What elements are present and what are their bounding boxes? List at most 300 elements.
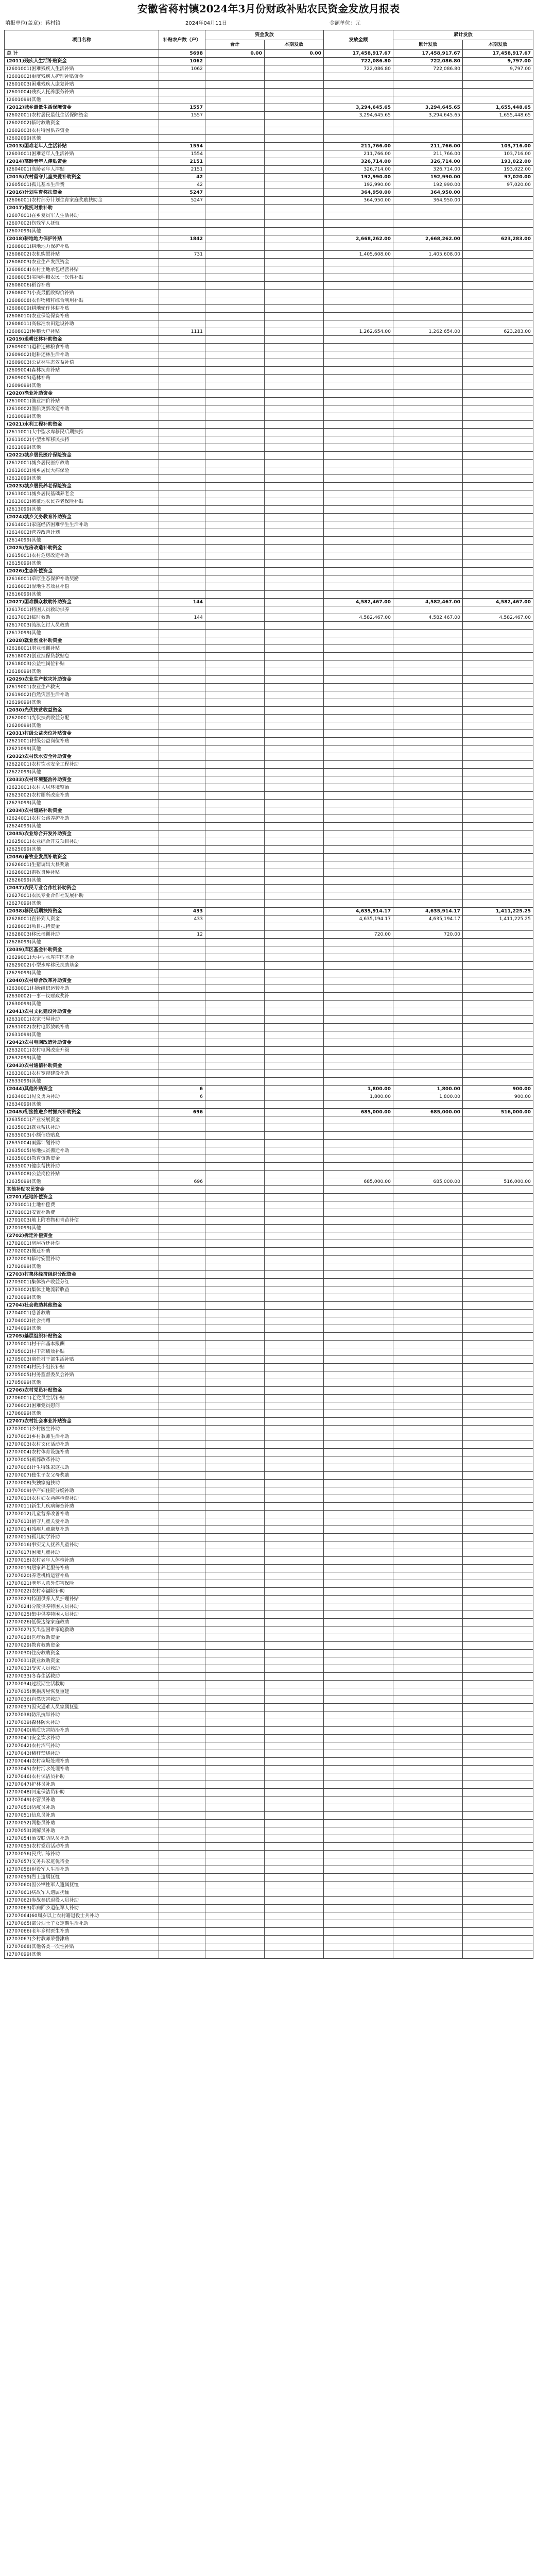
table-row [5,1317,533,1325]
row-month-issued [463,382,533,390]
row-cash: 192,990.00 [324,181,393,189]
row-total [205,212,265,220]
row-households [159,1681,205,1688]
row-name: (2635007)健康帮扶补助 [5,1163,159,1171]
row-total [205,1078,265,1086]
row-name: (2611099)其他 [5,444,159,452]
row-annual [393,73,463,81]
table-row [5,645,533,653]
row-total [205,1024,265,1031]
row-cash [324,467,393,475]
row-cash [324,1619,393,1626]
row-households [159,498,205,506]
row-total [205,1750,265,1758]
row-cash [324,823,393,831]
row-name: (2035)农业综合开发补助资金 [5,831,159,838]
table-row [5,166,533,174]
table-row [5,351,533,359]
table-row [5,73,533,81]
row-annual [393,1487,463,1495]
row-name: (2707047)护林员补助 [5,1781,159,1789]
row-month-issued: 1,655,448.65 [463,104,533,112]
row-total [205,1039,265,1047]
row-month-issued [463,413,533,421]
row-month [265,81,324,89]
row-name: (2707008)失独家庭扶助 [5,1480,159,1487]
row-total [205,1557,265,1565]
row-cash [324,81,393,89]
row-households [159,838,205,846]
table-row [5,328,533,336]
row-month-issued [463,738,533,745]
row-annual [393,429,463,436]
row-annual [393,1835,463,1843]
row-name: (2608007)小麦最低收购价补贴 [5,290,159,297]
row-name: (2608011)高标准农田建设补助 [5,320,159,328]
row-total [205,970,265,977]
row-annual [393,1665,463,1673]
row-month [265,854,324,861]
row-month-issued [463,73,533,81]
table-row [5,1843,533,1851]
row-cash [324,1418,393,1426]
row-month-issued [463,1271,533,1279]
row-total [205,1155,265,1163]
row-annual [393,1642,463,1650]
row-households: 12 [159,931,205,939]
row-name: (2707054)治安联防队员补助 [5,1835,159,1843]
table-row [5,498,533,506]
row-month [265,1719,324,1727]
row-name: (2706001)老党员生活补贴 [5,1395,159,1402]
row-annual [393,1364,463,1371]
row-month [265,1781,324,1789]
table-row [5,1611,533,1619]
row-annual [393,1711,463,1719]
row-total [205,127,265,135]
row-name: (2036)畜牧业发展补助资金 [5,854,159,861]
row-name: (2043)农村通信补助资金 [5,1062,159,1070]
row-households [159,220,205,228]
row-month-issued [463,1704,533,1711]
table-row [5,568,533,575]
row-cash [324,1171,393,1178]
table-row [5,1580,533,1588]
row-annual [393,460,463,467]
row-households [159,228,205,235]
row-annual [393,266,463,274]
row-name: (2611002)小型水库移民扶持 [5,436,159,444]
table-row [5,599,533,606]
row-cash [324,1341,393,1348]
row-total [205,1302,265,1310]
row-month [265,1905,324,1912]
row-annual [393,1673,463,1681]
row-month [265,282,324,290]
table-row [5,1650,533,1657]
row-month-issued [463,575,533,583]
row-annual [393,1480,463,1487]
row-total [205,1232,265,1240]
row-month [265,892,324,900]
row-households [159,1943,205,1951]
row-households [159,1379,205,1387]
row-month-issued [463,730,533,738]
row-cash [324,1789,393,1797]
row-name: (2707016)事实无人抚养儿童补助 [5,1541,159,1549]
table-row [5,1225,533,1232]
row-name: (2626099)其他 [5,877,159,885]
row-month [265,1541,324,1549]
row-total [205,521,265,529]
row-cash: 211,766.00 [324,143,393,150]
row-households [159,1696,205,1704]
row-month [265,1093,324,1101]
row-cash [324,390,393,398]
table-row [5,1619,533,1626]
row-cash [324,815,393,823]
table-row [5,761,533,769]
table-row [5,1766,533,1773]
row-annual [393,715,463,722]
row-total [205,854,265,861]
row-cash [324,993,393,1001]
row-total [205,1008,265,1016]
row-month [265,1634,324,1642]
row-month [265,1920,324,1928]
row-month [265,344,324,351]
row-name: (2703099)其他 [5,1294,159,1302]
row-total [205,784,265,792]
row-month-issued [463,1047,533,1055]
row-total [205,1147,265,1155]
row-cash [324,1874,393,1882]
row-cash [324,452,393,460]
row-annual [393,1047,463,1055]
row-annual [393,591,463,599]
row-total [205,939,265,946]
row-cash [324,784,393,792]
row-month [265,1820,324,1827]
row-total [205,715,265,722]
row-cash [324,1279,393,1286]
table-row [5,985,533,993]
table-row [5,1557,533,1565]
row-annual: 4,635,194.17 [393,916,463,923]
row-month-issued: 623,283.00 [463,235,533,243]
table-row [5,220,533,228]
row-annual [393,1565,463,1572]
row-households [159,985,205,993]
row-total [205,1882,265,1889]
row-annual [393,1402,463,1410]
row-total [205,1093,265,1101]
row-month [265,1750,324,1758]
row-month [265,1341,324,1348]
row-month-issued [463,900,533,908]
row-annual [393,1155,463,1163]
row-name: (2707043)秸秆禁烧补助 [5,1750,159,1758]
row-annual [393,135,463,143]
row-annual [393,939,463,946]
row-cash [324,297,393,305]
row-name: (2608012)种粮大户补贴 [5,328,159,336]
row-month [265,1225,324,1232]
row-month [265,73,324,81]
table-row [5,1093,533,1101]
row-name: (2707036)自然灾害救助 [5,1696,159,1704]
row-month [265,483,324,490]
row-name: 总 计 [5,50,159,58]
row-total [205,575,265,583]
row-annual [393,637,463,645]
table-row [5,606,533,614]
row-cash [324,1240,393,1248]
row-households [159,1294,205,1302]
row-month [265,135,324,143]
row-month [265,1518,324,1526]
row-cash [324,575,393,583]
row-month-issued [463,1379,533,1387]
row-month [265,537,324,545]
row-total [205,328,265,336]
row-cash [324,1673,393,1681]
row-name: (2635099)其他 [5,1178,159,1186]
row-name: (2617001)特困人员救助供养 [5,606,159,614]
row-month-issued [463,228,533,235]
row-cash: 4,635,914.17 [324,908,393,916]
row-annual [393,1116,463,1124]
row-total [205,568,265,575]
row-name: (2707045)农村污水处理补助 [5,1766,159,1773]
table-row [5,715,533,722]
row-cash [324,1526,393,1534]
row-name: (2706002)困难党员慰问 [5,1402,159,1410]
subsidy-table [4,30,533,1959]
row-month [265,831,324,838]
row-cash [324,1310,393,1317]
table-row [5,962,533,970]
row-total [205,861,265,869]
row-total [205,174,265,181]
row-cash [324,1773,393,1781]
table-row [5,916,533,923]
row-cash [324,977,393,985]
table-row [5,699,533,707]
row-total [205,143,265,150]
table-row [5,1936,533,1943]
row-name: (2707031)就业救助资金 [5,1657,159,1665]
row-households [159,1572,205,1580]
row-name: (2616002)湿地生态效益补偿 [5,583,159,591]
row-month-issued [463,1016,533,1024]
row-total [205,1634,265,1642]
row-name: (2707014)残疾儿童康复补助 [5,1526,159,1534]
table-row [5,1271,533,1279]
row-month [265,1789,324,1797]
row-month [265,730,324,738]
row-total [205,954,265,962]
row-households [159,1449,205,1456]
row-month-issued: 1,411,225.25 [463,908,533,916]
table-row [5,174,533,181]
row-annual [393,730,463,738]
row-cash [324,745,393,753]
row-name: (2602099)其他 [5,135,159,143]
row-total [205,684,265,691]
row-total [205,1001,265,1008]
row-cash [324,1317,393,1325]
row-annual [393,1936,463,1943]
row-cash [324,1348,393,1356]
row-total [205,676,265,684]
row-households [159,1472,205,1480]
row-cash [324,900,393,908]
row-annual [393,382,463,390]
row-month [265,1464,324,1472]
header-annual: 累计发放 [393,40,463,50]
table-row [5,1626,533,1634]
row-households [159,1286,205,1294]
row-name: (2612099)其他 [5,475,159,483]
row-households: 1554 [159,150,205,158]
row-month-issued [463,135,533,143]
row-annual: 1,800.00 [393,1086,463,1093]
row-name: (2609002)退耕还林生活补助 [5,351,159,359]
row-name: (2607099)其他 [5,228,159,235]
row-households [159,359,205,367]
row-month-issued [463,560,533,568]
row-month-issued [463,436,533,444]
row-month [265,630,324,637]
row-month [265,1441,324,1449]
row-month [265,962,324,970]
row-month [265,622,324,630]
header-project: 项目名称 [5,30,159,50]
row-name: (2705)基层组织补贴资金 [5,1333,159,1341]
row-month-issued [463,1851,533,1858]
row-households [159,1333,205,1341]
row-households [159,807,205,815]
row-households [159,1665,205,1673]
table-row [5,1379,533,1387]
row-month [265,1055,324,1062]
table-row [5,1882,533,1889]
row-month-issued [463,1843,533,1851]
row-cash: 1,800.00 [324,1086,393,1093]
table-row [5,1031,533,1039]
row-month [265,475,324,483]
table-row [5,143,533,150]
row-cash [324,1364,393,1371]
row-month-issued [463,939,533,946]
row-households [159,73,205,81]
row-annual [393,831,463,838]
row-month [265,328,324,336]
row-households [159,81,205,89]
row-annual [393,1302,463,1310]
row-month [265,1194,324,1201]
row-month-issued: 193,022.00 [463,166,533,174]
row-month [265,722,324,730]
row-households [159,1217,205,1225]
row-total [205,560,265,568]
row-name: (2707048)河道保洁员补助 [5,1789,159,1797]
table-row [5,1186,533,1194]
row-month [265,1078,324,1086]
row-annual: 3,294,645.65 [393,112,463,120]
row-households [159,1789,205,1797]
row-name: (2033)农村环境整治补助资金 [5,776,159,784]
row-cash [324,1402,393,1410]
row-annual [393,1773,463,1781]
row-name: (2707012)儿童营养改善补助 [5,1511,159,1518]
row-month [265,120,324,127]
table-row [5,259,533,266]
row-households [159,398,205,405]
row-cash [324,1163,393,1171]
table-row [5,923,533,931]
row-annual [393,1951,463,1959]
table-row [5,158,533,166]
row-annual [393,1441,463,1449]
row-total [205,923,265,931]
table-row [5,1905,533,1912]
row-cash [324,429,393,436]
row-month-issued [463,1472,533,1480]
row-cash [324,776,393,784]
row-month: 0.00 [265,50,324,58]
row-cash [324,1943,393,1951]
row-month [265,946,324,954]
row-cash [324,753,393,761]
row-cash [324,1858,393,1866]
row-total [205,1565,265,1572]
row-name: (2616001)草原生态保护补助奖励 [5,575,159,583]
row-month [265,390,324,398]
table-row [5,1711,533,1719]
row-month-issued [463,606,533,614]
row-month [265,1711,324,1719]
row-month [265,916,324,923]
row-households [159,1642,205,1650]
row-name: (2015)农村留守儿童关爱补助资金 [5,174,159,181]
row-cash [324,1132,393,1140]
row-total [205,800,265,807]
row-month [265,1603,324,1611]
row-month [265,1410,324,1418]
row-month [265,1348,324,1356]
row-month [265,838,324,846]
row-month-issued [463,1603,533,1611]
table-row [5,89,533,96]
row-month [265,413,324,421]
row-month [265,1557,324,1565]
row-cash [324,838,393,846]
row-cash [324,630,393,637]
row-cash [324,699,393,707]
row-households [159,1843,205,1851]
row-total [205,1194,265,1201]
row-month [265,653,324,660]
row-total [205,1217,265,1225]
row-annual [393,776,463,784]
row-month-issued [463,552,533,560]
row-cash [324,1650,393,1657]
row-total [205,1086,265,1093]
row-total [205,1619,265,1626]
row-households [159,1851,205,1858]
